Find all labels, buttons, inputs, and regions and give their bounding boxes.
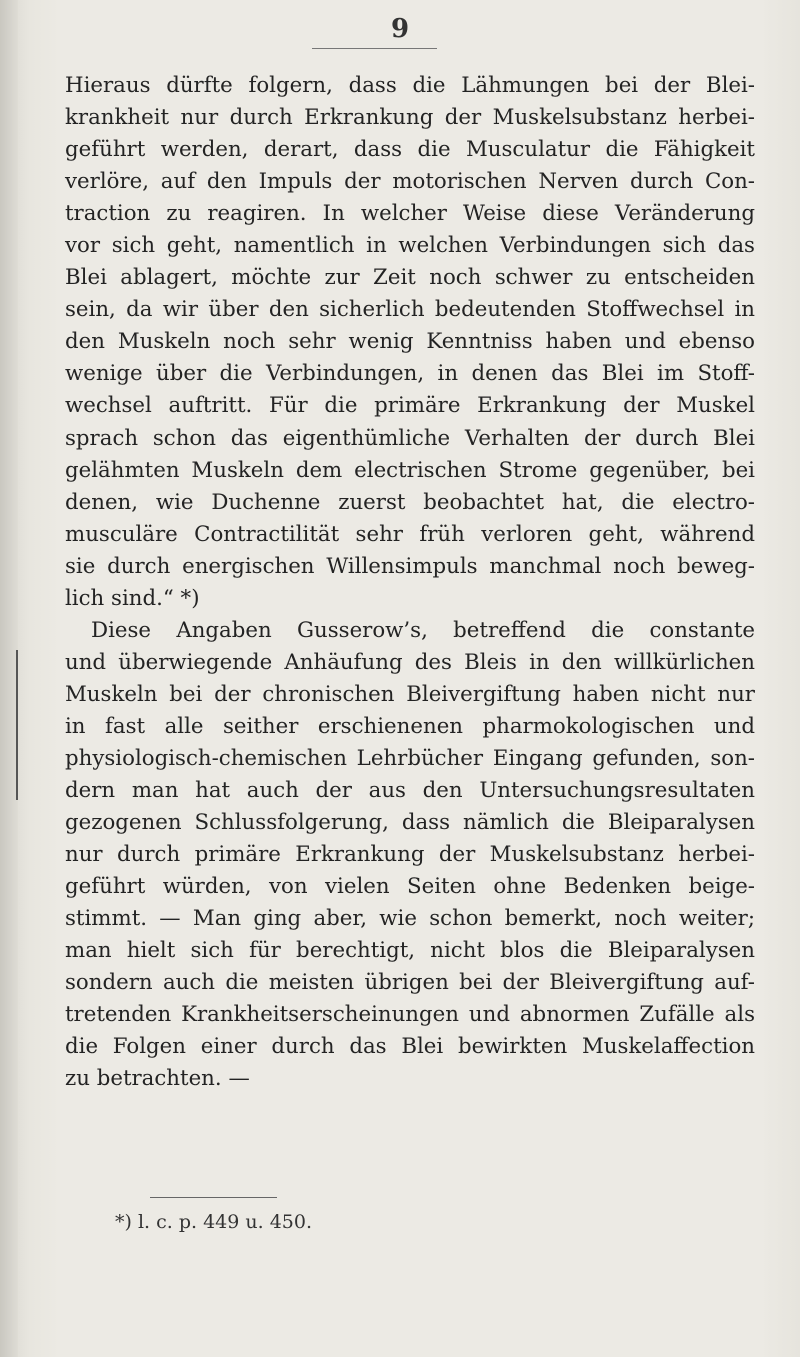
text-line: geführt würden, von vielen Seiten ohne Bedenken beige- xyxy=(65,874,755,900)
text-line: physiologisch-chemischen Lehrbücher Eingang gefunden, son- xyxy=(65,745,755,771)
text-line: man hielt sich für berechtigt, nicht blos die Bleiparalysen xyxy=(65,938,755,964)
text-line: krankheit nur durch Erkrankung der Muskelsubstanz herbei- xyxy=(65,105,755,131)
text-line: denen, wie Duchenne zuerst beobachtet hat, die electro- xyxy=(65,489,755,515)
text-line: die Folgen einer durch das Blei bewirkten Muskelaffection xyxy=(65,1034,755,1060)
text-line: vor sich geht, namentlich in welchen Verbindungen sich das xyxy=(65,233,755,259)
text-line: sondern auch die meisten übrigen bei der Bleivergiftung auf- xyxy=(65,970,755,996)
text-line: Diese Angaben Gusserow’s, betreffend die constante xyxy=(91,617,755,643)
text-line: in fast alle seither erschienenen pharmokologischen und xyxy=(65,713,755,739)
text-line: lich sind.“ *) xyxy=(65,585,200,611)
text-line: sie durch energischen Willensimpuls manchmal noch beweg- xyxy=(65,553,755,579)
text-line: den Muskeln noch sehr wenig Kenntniss haben und ebenso xyxy=(65,329,755,355)
text-line: Hieraus dürfte folgern, dass die Lähmungen bei der Blei- xyxy=(65,73,755,98)
text-line: zu betrachten. — xyxy=(65,1066,250,1092)
text-line: sprach schon das eigenthümliche Verhalten der durch Blei xyxy=(65,425,755,451)
body-text xyxy=(65,70,755,1096)
text-line: wenige über die Verbindungen, in denen das Blei im Stoff- xyxy=(65,361,755,387)
text-line: tretenden Krankheitserscheinungen und abnormen Zufälle als xyxy=(65,1002,755,1028)
text-line: nur durch primäre Erkrankung der Muskelsubstanz herbei- xyxy=(65,842,755,868)
text-line: gezogenen Schlussfolgerung, dass nämlich die Bleiparalysen xyxy=(65,810,755,836)
page-number: 9 xyxy=(390,14,410,44)
text-line: traction zu reagiren. In welcher Weise diese Veränderung xyxy=(65,201,755,227)
text-line: dern man hat auch der aus den Untersuchungsresultaten xyxy=(65,778,755,804)
text-line: Blei ablagert, möchte zur Zeit noch schwer zu entscheiden xyxy=(65,265,755,291)
gutter-mark xyxy=(16,650,18,800)
text-line: sein, da wir über den sicherlich bedeutenden Stoffwechsel in xyxy=(65,297,755,323)
text-line: wechsel auftritt. Für die primäre Erkrankung der Muskel xyxy=(65,393,755,419)
text-line: stimmt. — Man ging aber, wie schon bemerkt, noch weiter; xyxy=(65,906,755,932)
text-line: musculäre Contractilität sehr früh verloren geht, während xyxy=(65,521,755,547)
header-rule xyxy=(312,48,437,49)
footnote: *) l. c. p. 449 u. 450. xyxy=(115,1211,312,1233)
text-line: gelähmten Muskeln dem electrischen Strome gegenüber, bei xyxy=(65,457,755,483)
text-line: Muskeln bei der chronischen Bleivergiftung haben nicht nur xyxy=(65,681,755,707)
footnote-rule xyxy=(150,1197,277,1198)
text-line: verlöre, auf den Impuls der motorischen Nerven durch Con- xyxy=(65,169,755,195)
text-line: und überwiegende Anhäufung des Bleis in den willkürlichen xyxy=(65,649,755,675)
text-line: geführt werden, derart, dass die Musculatur die Fähigkeit xyxy=(65,137,755,163)
